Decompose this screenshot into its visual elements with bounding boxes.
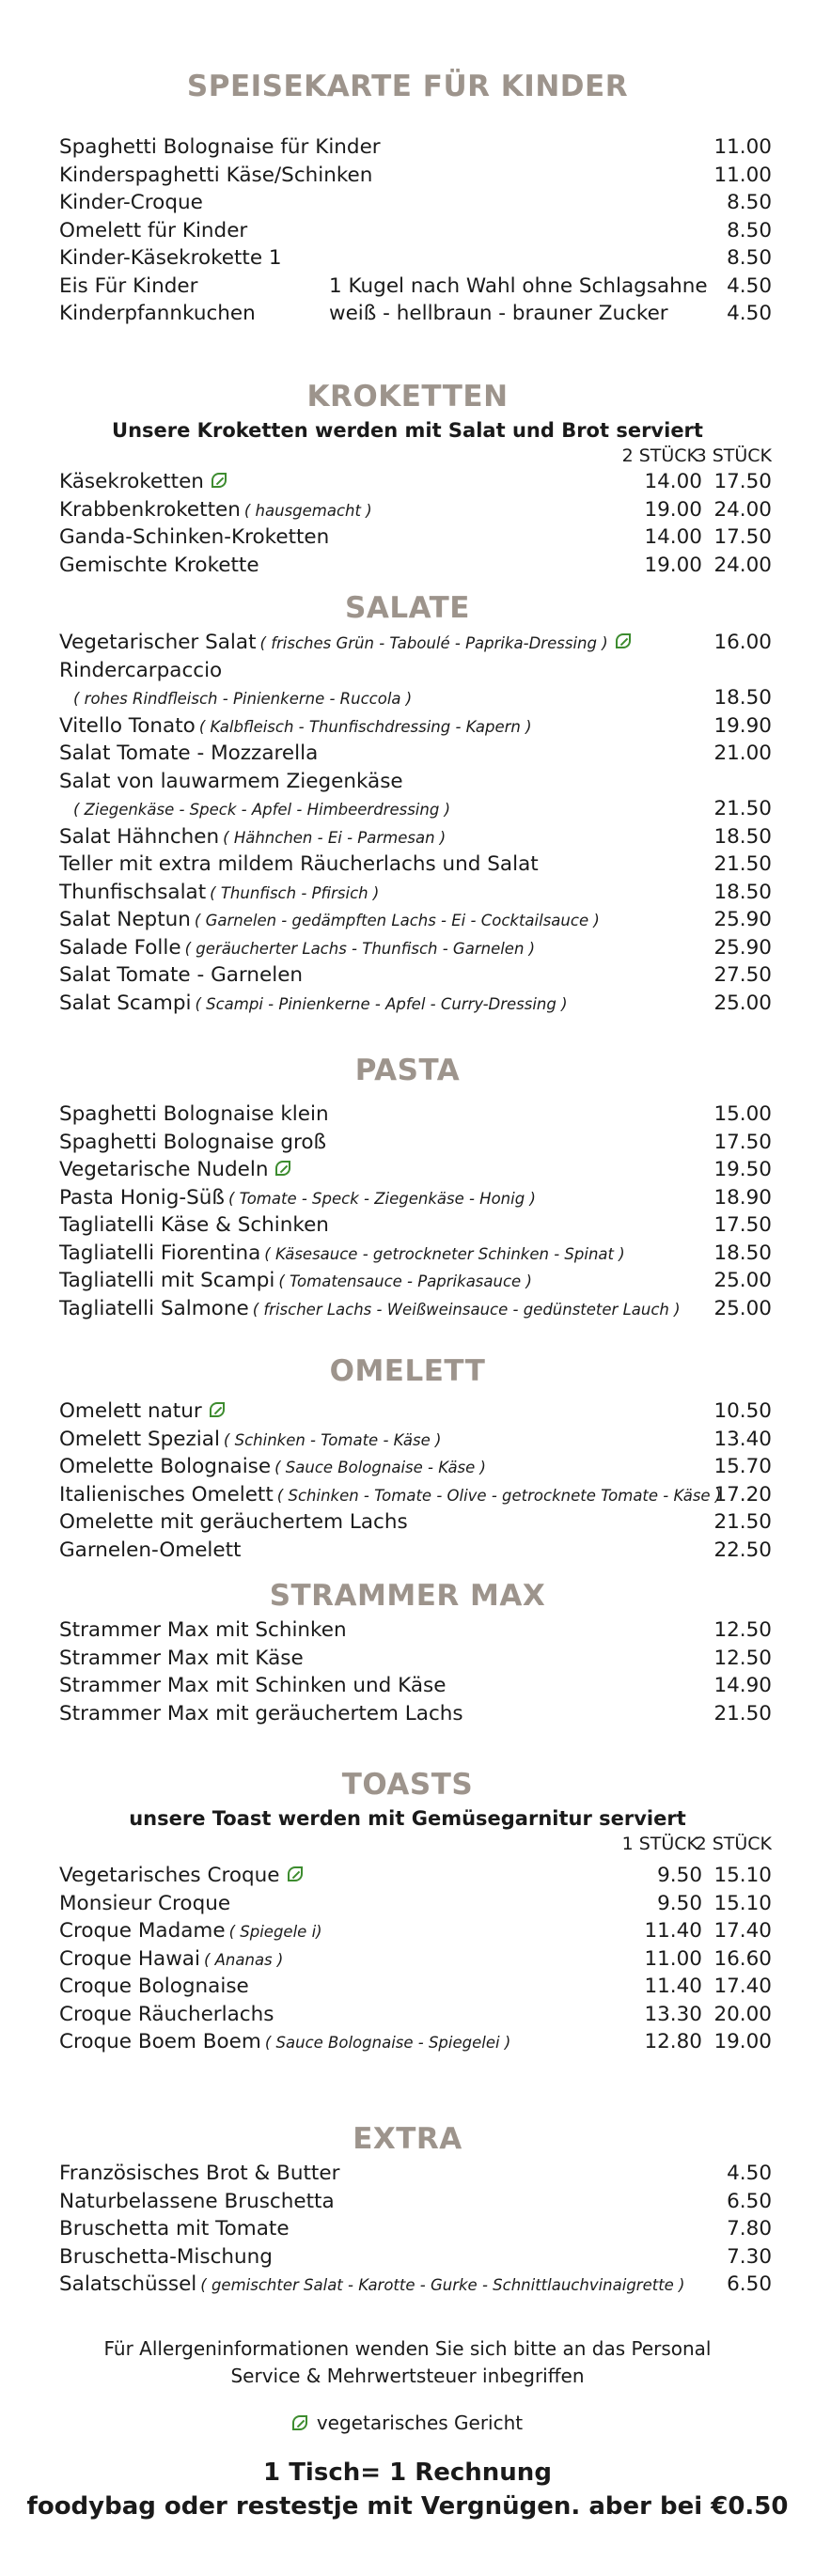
menu-item-price: 8.50 xyxy=(727,246,772,270)
service-notice: Service & Mehrwertsteuer inbegriffen xyxy=(230,2365,585,2387)
menu-item xyxy=(0,1295,815,1323)
menu-item-description: ( Tomatensauce - Paprikasauce ) xyxy=(278,1272,532,1290)
menu-item-description: ( hausgemacht ) xyxy=(243,501,372,520)
menu-item-price: 21.50 xyxy=(713,1701,772,1725)
menu-item-description: ( frisches Grün - Taboulé - Paprika-Dressing ) xyxy=(259,634,608,652)
menu-item-name xyxy=(59,244,282,273)
menu-item-price: 8.50 xyxy=(727,191,772,214)
menu-item-name xyxy=(59,1101,329,1129)
menu-item xyxy=(0,244,815,273)
menu-item-price-large: 20.00 xyxy=(713,2002,772,2026)
pasta-section xyxy=(0,1050,815,1322)
menu-item-name xyxy=(73,684,412,713)
column-header-2-pieces: 2 STÜCK xyxy=(621,445,698,466)
menu-item xyxy=(0,1129,815,1157)
croquettes-list xyxy=(0,468,815,579)
menu-item xyxy=(0,133,815,162)
menu-item-title: Strammer Max mit Schinken und Käse xyxy=(59,1674,447,1697)
menu-item-name xyxy=(59,1945,283,1975)
menu-item-price: 19.50 xyxy=(713,1158,772,1181)
menu-item-name xyxy=(59,1184,536,1213)
section-title: OMELETT xyxy=(329,1354,486,1388)
menu-item-title: Croque Hawai xyxy=(59,1946,200,1971)
menu-item-price-small: 11.00 xyxy=(644,1946,702,1971)
menu-item-price: 25.90 xyxy=(713,908,772,931)
menu-item-price: 18.50 xyxy=(713,824,772,849)
menu-item-price-small: 13.30 xyxy=(644,2002,702,2026)
menu-item xyxy=(0,1616,815,1645)
menu-item-price: 19.90 xyxy=(713,713,772,738)
menu-item xyxy=(0,2028,815,2056)
menu-item-title: Omelette mit geräuchertem Lachs xyxy=(59,1510,408,1534)
menu-item-name xyxy=(59,1295,681,1324)
menu-item-name xyxy=(59,552,259,580)
menu-item-description: ( frischer Lachs - Weißweinsauce - gedünsteter Lauch ) xyxy=(252,1300,681,1319)
menu-item-title: Croque Räucherlachs xyxy=(59,2002,274,2026)
extra-section xyxy=(0,2118,815,2299)
menu-item xyxy=(0,1973,815,2001)
leaf-icon xyxy=(288,1866,303,1881)
menu-item-price-large: 17.40 xyxy=(713,1919,772,1943)
menu-item-title: Gemischte Krokette xyxy=(59,553,259,577)
menu-item-title: Salat Neptun xyxy=(59,908,191,931)
menu-item-name xyxy=(59,740,318,768)
menu-item-title: Omelett Spezial xyxy=(59,1427,220,1451)
menu-item-description: ( Kalbfleisch - Thunfischdressing - Kapern ) xyxy=(198,717,532,736)
menu-item xyxy=(0,1184,815,1212)
menu-item-title: Salade Folle xyxy=(59,935,181,960)
menu-item-name xyxy=(59,1453,486,1482)
menu-item-price-large: 15.10 xyxy=(713,1864,772,1887)
menu-item-name xyxy=(59,961,303,990)
menu-item-note: weiß - hellbraun - brauner Zucker xyxy=(329,302,668,325)
leaf-icon xyxy=(212,473,227,488)
menu-item-name xyxy=(59,2243,273,2272)
column-header-2-pieces: 2 STÜCK xyxy=(695,1834,772,1854)
section-title: TOASTS xyxy=(341,1768,474,1802)
leaf-icon xyxy=(616,633,631,648)
menu-item-price: 18.50 xyxy=(713,686,772,710)
menu-item-title: Tagliatelli Salmone xyxy=(59,1296,249,1320)
menu-item-name xyxy=(59,934,535,963)
menu-item-description: ( geräucherter Lachs - Thunfisch - Garnelen ) xyxy=(184,939,536,958)
menu-item xyxy=(0,1426,815,1454)
menu-item-title: Omelette Bolognaise xyxy=(59,1455,272,1478)
menu-item-price-large: 17.50 xyxy=(713,470,772,493)
menu-item-description: ( Sauce Bolognaise - Käse ) xyxy=(274,1459,486,1476)
menu-item-price-small: 9.50 xyxy=(657,1864,702,1887)
menu-item-title: Tagliatelli Käse & Schinken xyxy=(59,1213,329,1237)
menu-item-name xyxy=(59,300,256,328)
menu-item-description: ( Ananas ) xyxy=(203,1950,284,1969)
menu-item xyxy=(0,1211,815,1240)
menu-item-price-small: 9.50 xyxy=(657,1891,702,1915)
menu-item-price: 27.50 xyxy=(713,963,772,987)
menu-item-title: Bruschetta-Mischung xyxy=(59,2244,273,2269)
menu-item-name xyxy=(59,1426,441,1455)
pasta-list xyxy=(0,1101,815,1322)
menu-item-name xyxy=(59,1508,408,1537)
menu-item xyxy=(0,795,815,823)
menu-item-title: Eis Für Kinder xyxy=(59,273,198,298)
menu-item-description: ( Garnelen - gedämpften Lachs - Ei - Cocktailsauce ) xyxy=(194,912,600,929)
menu-item xyxy=(0,1537,815,1565)
menu-item-price: 15.00 xyxy=(713,1102,772,1126)
veg-legend xyxy=(0,2409,815,2437)
menu-item-price: 11.00 xyxy=(713,163,772,187)
menu-item-name xyxy=(59,1890,230,1918)
menu-item xyxy=(0,496,815,524)
menu-item-title: Salatschüssel xyxy=(59,2272,197,2296)
menu-item-description: ( Tomate - Speck - Ziegenkäse - Honig ) xyxy=(227,1189,536,1208)
menu-item-title: Strammer Max mit geräuchertem Lachs xyxy=(59,1701,463,1725)
menu-item xyxy=(0,657,815,685)
menu-item xyxy=(0,961,815,990)
menu-item-title: Spaghetti Bolognaise klein xyxy=(59,1102,329,1126)
strammer-list xyxy=(0,1616,815,1727)
menu-item xyxy=(0,1890,815,1918)
menu-item-title: Monsieur Croque xyxy=(59,1891,231,1915)
menu-item-name xyxy=(59,468,227,496)
menu-item xyxy=(0,300,815,328)
menu-item-description: ( Scampi - Pinienkerne - Apfel - Curry-Dressing ) xyxy=(195,994,568,1013)
menu-item-price: 4.50 xyxy=(727,2162,772,2185)
menu-item xyxy=(0,684,815,712)
omelett-list xyxy=(0,1397,815,1564)
table-rule: 1 Tisch= 1 Rechnung xyxy=(263,2459,552,2487)
section-title: SALATE xyxy=(345,591,470,625)
menu-item-name xyxy=(59,1240,625,1269)
leaf-icon xyxy=(210,1402,225,1417)
menu-item xyxy=(0,217,815,245)
menu-item-name xyxy=(59,1481,721,1510)
menu-item-description: ( Spiegele i) xyxy=(228,1923,322,1941)
menu-item-title: Croque Boem Boem xyxy=(59,2030,261,2053)
leaf-icon xyxy=(292,2415,307,2430)
strammer-section xyxy=(0,1575,815,1727)
menu-item-price-small: 19.00 xyxy=(644,497,702,522)
section-title: KROKETTEN xyxy=(306,380,509,414)
menu-item-title: Strammer Max mit Schinken xyxy=(59,1618,347,1642)
menu-item-title: Salat Tomate - Mozzarella xyxy=(59,742,319,765)
menu-item xyxy=(0,879,815,907)
menu-item-name xyxy=(59,629,631,658)
menu-item-price-small: 19.00 xyxy=(644,553,702,577)
salads-list xyxy=(0,629,815,1017)
menu-item-name xyxy=(59,1672,446,1700)
menu-item-title: Ganda-Schinken-Kroketten xyxy=(59,525,330,549)
menu-item-price: 25.00 xyxy=(713,991,772,1015)
croquettes-section xyxy=(0,376,815,579)
menu-item-name xyxy=(59,1700,463,1728)
menu-item-title: Bruschetta mit Tomate xyxy=(59,2217,290,2240)
menu-item-title: Kinder-Croque xyxy=(59,191,203,214)
menu-item-description: ( gemischter Salat - Karotte - Gurke - Schnittlauchvinaigrette ) xyxy=(200,2276,685,2294)
section-title: SPEISEKARTE FÜR KINDER xyxy=(186,70,629,103)
menu-item-name xyxy=(59,217,247,245)
menu-item-price: 25.00 xyxy=(713,1296,772,1320)
menu-item-name xyxy=(59,2188,335,2216)
menu-item xyxy=(0,2160,815,2188)
menu-item-price: 4.50 xyxy=(727,273,772,298)
menu-item-title: Spaghetti Bolognaise für Kinder xyxy=(59,135,381,159)
menu-item xyxy=(0,1240,815,1268)
menu-item-name xyxy=(59,990,568,1019)
menu-item-price: 21.50 xyxy=(713,852,772,876)
doggy-bag-rule: foodybag oder restestje mit Vergnügen. aber bei €0.50 xyxy=(26,2492,789,2521)
menu-item-title: Französisches Brot & Butter xyxy=(59,2162,340,2185)
menu-item-name xyxy=(59,906,600,935)
menu-item-price-small: 11.40 xyxy=(644,1919,702,1943)
menu-item-price: 16.00 xyxy=(713,631,772,654)
menu-item-price: 14.90 xyxy=(713,1674,772,1697)
salads-section xyxy=(0,587,815,1017)
menu-item-price-large: 17.50 xyxy=(713,525,772,549)
menu-item-title: Krabbenkroketten xyxy=(59,497,241,522)
menu-item-price: 8.50 xyxy=(727,218,772,242)
menu-item xyxy=(0,2243,815,2272)
menu-item-price-small: 12.80 xyxy=(644,2030,702,2053)
menu-item xyxy=(0,1453,815,1481)
menu-item-title: Salat Tomate - Garnelen xyxy=(59,963,304,987)
menu-item xyxy=(0,1156,815,1184)
menu-item xyxy=(0,468,815,496)
menu-item-title: Naturbelassene Bruschetta xyxy=(59,2189,335,2213)
section-subtitle: Unsere Kroketten werden mit Salat und Brot serviert xyxy=(112,419,703,442)
menu-item xyxy=(0,823,815,851)
menu-item xyxy=(0,712,815,741)
menu-item-price: 17.50 xyxy=(713,1130,772,1154)
menu-item xyxy=(0,1862,815,1890)
menu-item xyxy=(0,1481,815,1509)
menu-item-price: 21.00 xyxy=(713,742,772,765)
menu-item-name xyxy=(59,1397,225,1426)
menu-item-name xyxy=(59,496,372,525)
menu-item-title: Teller mit extra mildem Räucherlachs und Salat xyxy=(59,852,539,876)
menu-item-price: 18.90 xyxy=(713,1185,772,1210)
menu-item-price: 25.90 xyxy=(713,935,772,960)
menu-item-note: 1 Kugel nach Wahl ohne Schlagsahne xyxy=(329,273,708,298)
toasts-list xyxy=(0,1862,815,2056)
menu-item-name xyxy=(59,1211,329,1240)
menu-item-price: 18.50 xyxy=(713,1241,772,1265)
menu-item-title: Rindercarpaccio xyxy=(59,658,223,682)
menu-item-name xyxy=(59,657,222,685)
menu-item-name xyxy=(59,162,372,190)
menu-item-name xyxy=(59,1917,322,1946)
menu-item xyxy=(0,1672,815,1700)
menu-item-title: Vegetarische Nudeln xyxy=(59,1158,269,1181)
menu-item xyxy=(0,273,815,301)
menu-item-name xyxy=(59,1267,532,1296)
menu-item-name xyxy=(59,851,539,879)
menu-item-name xyxy=(59,768,403,796)
menu-item-name xyxy=(73,795,450,824)
menu-item-name xyxy=(59,2160,339,2188)
menu-item-price-small: 11.40 xyxy=(644,1975,702,1998)
menu-item-title: Salat Hähnchen xyxy=(59,824,220,849)
omelett-section xyxy=(0,1350,815,1564)
kids-section xyxy=(0,66,815,328)
menu-item-name xyxy=(59,189,203,217)
menu-item-title: Garnelen-Omelett xyxy=(59,1538,242,1562)
menu-item-price: 10.50 xyxy=(713,1399,772,1423)
section-title: EXTRA xyxy=(353,2122,462,2156)
menu-item-title: Kinder-Käsekrokette 1 xyxy=(59,246,282,270)
menu-item xyxy=(0,189,815,217)
menu-item-description: ( Sauce Bolognaise - Spiegelei ) xyxy=(264,2034,511,2052)
menu-item-price: 6.50 xyxy=(727,2189,772,2213)
menu-item-price-large: 16.60 xyxy=(713,1946,772,1971)
veg-legend-label: vegetarisches Gericht xyxy=(316,2412,524,2434)
menu-item-price: 17.20 xyxy=(713,1482,772,1507)
menu-item-title: Spaghetti Bolognaise groß xyxy=(59,1130,327,1154)
menu-item-price-large: 19.00 xyxy=(713,2030,772,2053)
menu-item-name xyxy=(59,133,381,162)
menu-item-price-small: 14.00 xyxy=(644,525,702,549)
menu-item xyxy=(0,990,815,1018)
menu-item-price: 17.50 xyxy=(713,1213,772,1237)
section-subtitle: unsere Toast werden mit Gemüsegarnitur serviert xyxy=(129,1807,686,1830)
column-header-3-pieces: 3 STÜCK xyxy=(695,445,772,466)
menu-item-title: Tagliatelli mit Scampi xyxy=(59,1269,275,1292)
menu-item xyxy=(0,906,815,934)
menu-item-description: ( Käsesauce - getrockneter Schinken - Spinat ) xyxy=(264,1244,625,1263)
menu-item-description: ( Ziegenkäse - Speck - Apfel - Himbeerdressing ) xyxy=(73,801,451,819)
allergy-notice: Für Allergeninformationen wenden Sie sich bitte an das Personal xyxy=(103,2337,712,2360)
menu-item-name xyxy=(59,1156,290,1184)
menu-item xyxy=(0,1397,815,1426)
menu-item xyxy=(0,1917,815,1945)
menu-item-name xyxy=(59,523,329,552)
menu-item xyxy=(0,629,815,657)
menu-item-title: Vitello Tonato xyxy=(59,713,196,738)
menu-item-title: Kinderpfannkuchen xyxy=(59,302,256,325)
menu-item xyxy=(0,523,815,552)
menu-item xyxy=(0,1700,815,1728)
menu-item-title: Salat von lauwarmem Ziegenkäse xyxy=(59,769,403,793)
menu-item xyxy=(0,1267,815,1295)
menu-item xyxy=(0,768,815,796)
menu-item-title: Kinderspaghetti Käse/Schinken xyxy=(59,163,373,187)
menu-item-description: ( Hähnchen - Ei - Parmesan ) xyxy=(223,828,447,847)
menu-item-description: ( rohes Rindfleisch - Pinienkerne - Ruccola ) xyxy=(73,690,413,708)
menu-item-title: Thunfischsalat xyxy=(59,880,207,904)
menu-item-price: 12.50 xyxy=(713,1646,772,1670)
menu-item-price: 21.50 xyxy=(713,1510,772,1534)
section-title: STRAMMER MAX xyxy=(269,1579,546,1613)
menu-item-name xyxy=(59,2028,510,2057)
menu-item-description: ( Schinken - Tomate - Olive - getrocknete Tomate - Käse ) xyxy=(276,1486,722,1505)
kids-list xyxy=(0,133,815,328)
toasts-section xyxy=(0,1764,815,2056)
menu-item xyxy=(0,2001,815,2029)
menu-item-price: 4.50 xyxy=(727,302,772,325)
leaf-icon xyxy=(275,1161,290,1176)
menu-item-title: Tagliatelli Fiorentina xyxy=(59,1241,261,1265)
menu-item-title: Salat Scampi xyxy=(59,991,192,1015)
menu-item-name xyxy=(59,2215,290,2243)
menu-item-name xyxy=(59,273,198,301)
menu-item-price: 12.50 xyxy=(713,1618,772,1642)
menu-item-name xyxy=(59,1973,249,2001)
menu-item-title: Omelett für Kinder xyxy=(59,218,248,242)
extra-list xyxy=(0,2160,815,2299)
menu-item-name xyxy=(59,1645,304,1673)
menu-item-price-large: 17.40 xyxy=(713,1975,772,1998)
column-headers xyxy=(0,444,815,468)
menu-item-title: Pasta Honig-Süß xyxy=(59,1185,225,1210)
menu-item-name xyxy=(59,1616,347,1645)
menu-item-title: Omelett natur xyxy=(59,1399,202,1423)
menu-item xyxy=(0,552,815,580)
column-headers xyxy=(0,1832,815,1856)
menu-item xyxy=(0,740,815,768)
menu-item-price: 11.00 xyxy=(713,135,772,159)
menu-item-price: 22.50 xyxy=(713,1538,772,1562)
menu-item-price: 18.50 xyxy=(713,880,772,904)
menu-item-price-small: 14.00 xyxy=(644,470,702,493)
menu-item-title: Croque Bolognaise xyxy=(59,1975,249,1998)
menu-item-title: Italienisches Omelett xyxy=(59,1482,274,1507)
menu-item-price: 15.70 xyxy=(713,1455,772,1478)
menu-item-price: 7.30 xyxy=(727,2244,772,2269)
menu-item-price: 6.50 xyxy=(727,2272,772,2296)
menu-item xyxy=(0,1101,815,1129)
menu-item-title: Vegetarisches Croque xyxy=(59,1864,280,1887)
menu-item-description: ( Thunfisch - Pfirsich ) xyxy=(210,883,380,902)
menu-item-price-large: 15.10 xyxy=(713,1891,772,1915)
menu-item-price-large: 24.00 xyxy=(713,553,772,577)
menu-item-price: 25.00 xyxy=(713,1269,772,1292)
menu-item-name xyxy=(59,2271,685,2300)
menu-item xyxy=(0,2271,815,2299)
menu-item-title: Strammer Max mit Käse xyxy=(59,1646,304,1670)
menu-item xyxy=(0,1508,815,1537)
menu-item-price: 21.50 xyxy=(713,797,772,820)
menu-item xyxy=(0,2215,815,2243)
section-title: PASTA xyxy=(354,1054,461,1087)
menu-item-title: Käsekroketten xyxy=(59,470,204,493)
menu-item-price: 7.80 xyxy=(727,2217,772,2240)
menu-item-name xyxy=(59,712,532,742)
menu-item-title: Vegetarischer Salat xyxy=(59,631,257,654)
menu-item xyxy=(0,1945,815,1974)
menu-item-name xyxy=(59,1862,303,1890)
menu-item-name xyxy=(59,823,446,852)
menu-item xyxy=(0,2188,815,2216)
menu-item xyxy=(0,851,815,879)
column-header-1-piece: 1 STÜCK xyxy=(621,1834,698,1854)
menu-item xyxy=(0,934,815,962)
menu-item-title: Croque Madame xyxy=(59,1919,226,1943)
footer xyxy=(0,2335,815,2523)
menu-item xyxy=(0,162,815,190)
menu-item-name xyxy=(59,1129,326,1157)
menu-item-name xyxy=(59,1537,242,1565)
menu-item-price: 13.40 xyxy=(713,1427,772,1451)
menu-item-name xyxy=(59,879,379,908)
menu-item-price-large: 24.00 xyxy=(713,497,772,522)
menu-item-description: ( Schinken - Tomate - Käse ) xyxy=(223,1430,442,1449)
menu-item-name xyxy=(59,2001,274,2029)
menu-item xyxy=(0,1645,815,1673)
